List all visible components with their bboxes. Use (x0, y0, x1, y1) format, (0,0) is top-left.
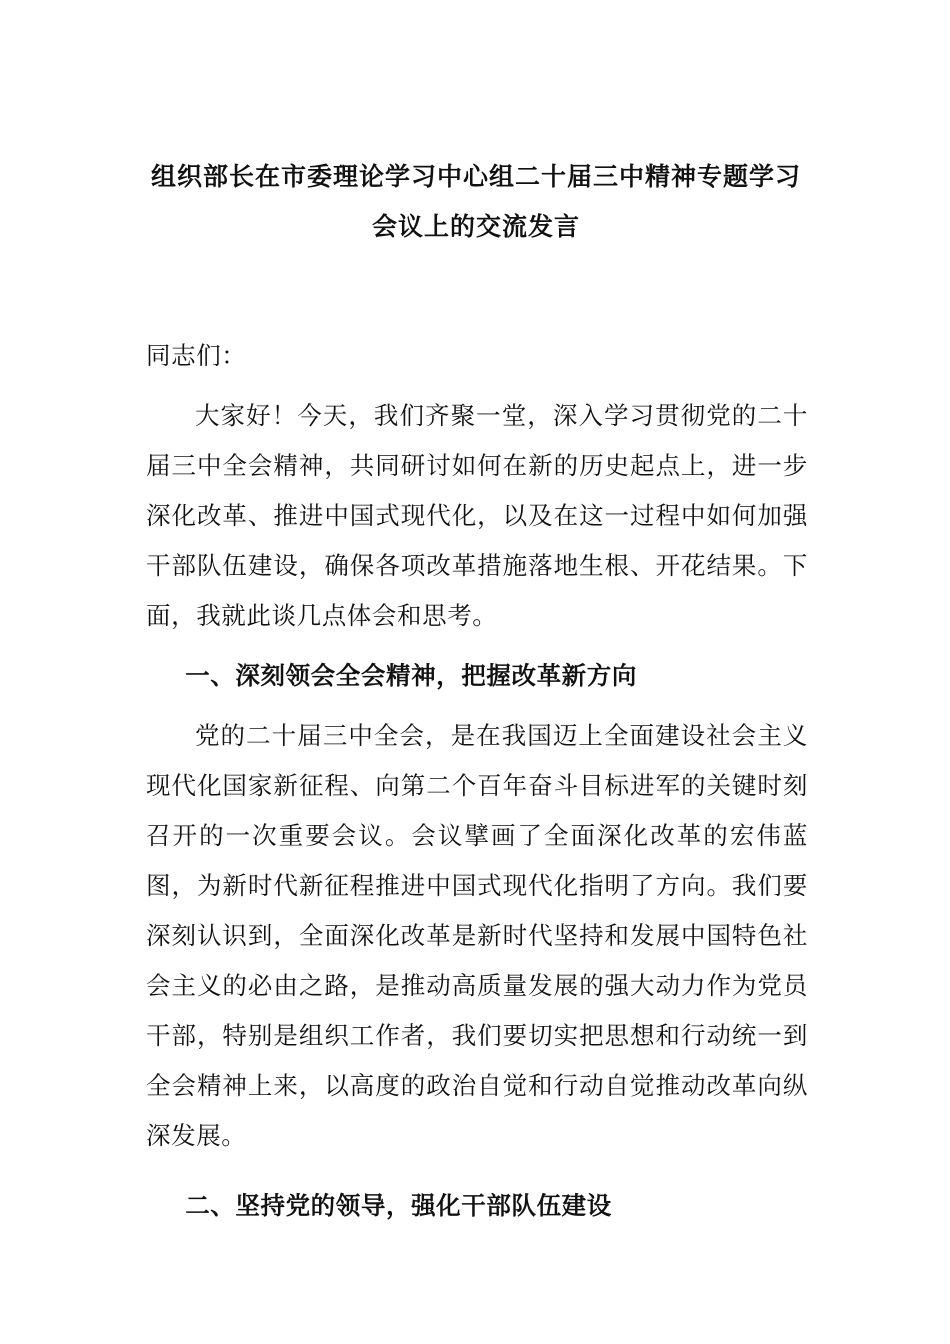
intro-paragraph: 大家好！今天，我们齐聚一堂，深入学习贯彻党的二十届三中全会精神，共同研讨如何在新的历史起点上，进一步深化改革、推进中国式现代化，以及在这一过程中如何加强干部队伍建设，确保各项改革措施落地生根、开花结果。下面，我就此谈几点体会和思考。 (146, 401, 808, 630)
salutation: 同志们： (146, 341, 247, 370)
title-line-2: 会议上的交流发言 (371, 212, 580, 241)
section-2-heading: 二、坚持党的领导，强化干部队伍建设 (185, 1191, 612, 1220)
title-line-1: 组织部长在市委理论学习中心组二十届三中精神专题学习 (150, 162, 801, 191)
section-1-paragraph: 党的二十届三中全会，是在我国迈上全面建设社会主义现代化国家新征程、向第二个百年奋斗目标进军的关键时刻召开的一次重要会议。会议擘画了全面深化改革的宏伟蓝图，为新时代新征程推进中国式现代化指明了方向。我们要深刻认识到，全面深化改革是新时代坚持和发展中国特色社会主义的必由之路，是推动高质量发展的强大动力作为党员干部，特别是组织工作者，我们要切实把思想和行动统一到全会精神上来，以高度的政治自觉和行动自觉推动改革向纵深发展。 (146, 721, 808, 1150)
document-body (146, 331, 808, 1231)
document-title (146, 152, 806, 252)
section-1-heading: 一、深刻领会全会精神，把握改革新方向 (185, 661, 637, 690)
